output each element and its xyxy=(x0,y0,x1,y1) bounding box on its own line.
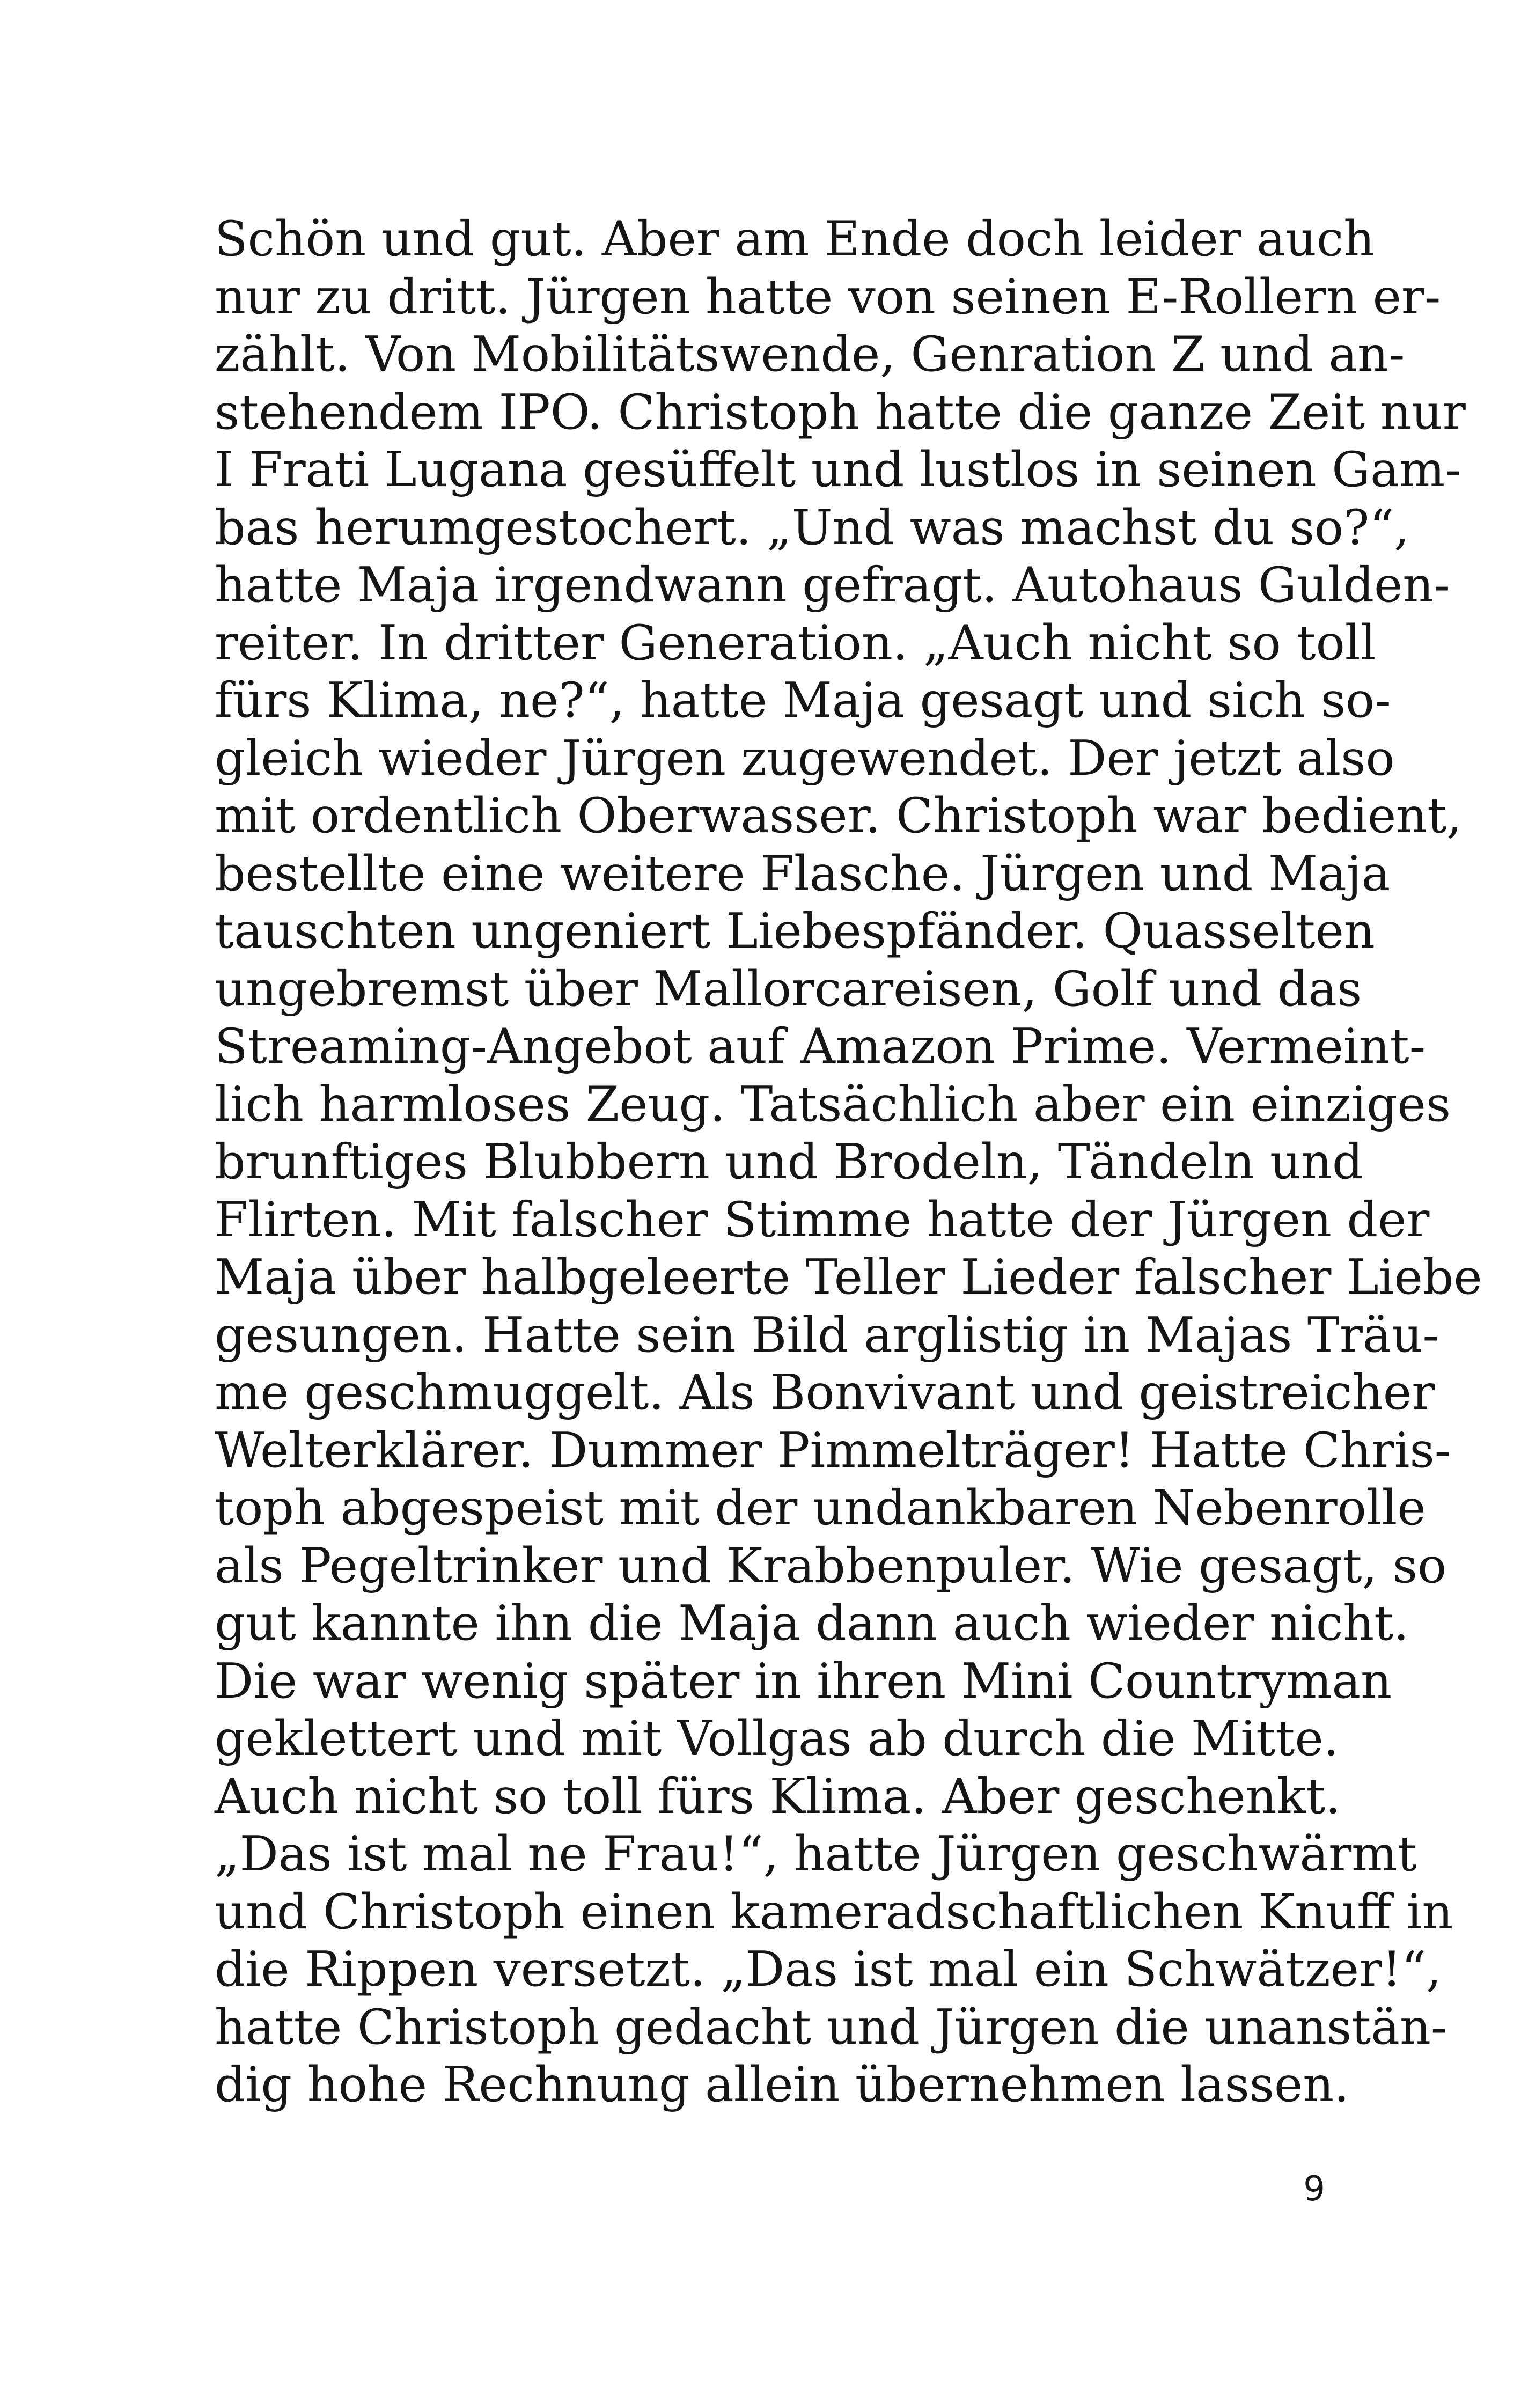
text-line: toph abgespeist mit der undankbaren Nebenrolle xyxy=(215,1480,1426,1536)
text-line: hatte Maja irgendwann gefragt. Autohaus Gulden- xyxy=(215,557,1450,613)
text-line: und Christoph einen kameradschaftlichen Knuff in xyxy=(215,1883,1453,1940)
text-line: bas herumgestochert. „Und was machst du so?“, xyxy=(215,499,1409,556)
text-line: lich harmloses Zeug. Tatsächlich aber ein einziges xyxy=(215,1076,1451,1133)
text-line: als Pegeltrinker und Krabbenpuler. Wie gesagt, so xyxy=(215,1537,1447,1594)
text-line: Welterklärer. Dummer Pimmelträger! Hatte Chris- xyxy=(215,1422,1451,1479)
text-line: Schön und gut. Aber am Ende doch leider auch xyxy=(215,211,1375,267)
text-line: Die war wenig später in ihren Mini Countryman xyxy=(215,1653,1392,1709)
text-line: reiter. In dritter Generation. „Auch nicht so toll xyxy=(215,614,1376,671)
text-line: Flirten. Mit falscher Stimme hatte der Jürgen der xyxy=(215,1191,1430,1248)
text-line: gleich wieder Jürgen zugewendet. Der jetzt also xyxy=(215,730,1395,787)
text-line: gesungen. Hatte sein Bild arglistig in Majas Träu- xyxy=(215,1306,1439,1363)
text-line: ungebremst über Mallorcareisen, Golf und das xyxy=(215,960,1362,1017)
text-line: mit ordentlich Oberwasser. Christoph war bedient, xyxy=(215,788,1462,844)
text-line: dig hohe Rechnung allein übernehmen lassen. xyxy=(215,2057,1349,2113)
text-line: zählt. Von Mobilitätswende, Genration Z und an- xyxy=(215,326,1405,383)
text-line: nur zu dritt. Jürgen hatte von seinen E-Rollern er- xyxy=(215,268,1441,325)
text-line: hatte Christoph gedacht und Jürgen die unanstän- xyxy=(215,1999,1447,2055)
page-number: 9 xyxy=(1303,2169,1325,2209)
text-line: Maja über halbgeleerte Teller Lieder falscher Liebe xyxy=(215,1249,1482,1305)
text-line: tauschten ungeniert Liebespfänder. Quasselten xyxy=(215,903,1375,959)
text-line: stehendem IPO. Christoph hatte die ganze Zeit nur xyxy=(215,384,1466,441)
text-line: fürs Klima, ne?“, hatte Maja gesagt und sich so- xyxy=(215,672,1391,729)
text-line: die Rippen versetzt. „Das ist mal ein Schwätzer!“, xyxy=(215,1941,1442,1998)
text-line: bestellte eine weitere Flasche. Jürgen und Maja xyxy=(215,845,1391,902)
text-line: Auch nicht so toll fürs Klima. Aber geschenkt. xyxy=(215,1768,1341,1825)
text-line: geklettert und mit Vollgas ab durch die Mitte. xyxy=(215,1710,1339,1767)
text-line: I Frati Lugana gesüffelt und lustlos in seinen Gam- xyxy=(215,442,1461,498)
body-text xyxy=(215,210,1482,2114)
text-line: me geschmuggelt. Als Bonvivant und geistreicher xyxy=(215,1364,1435,1421)
text-line: „Das ist mal ne Frau!“, hatte Jürgen geschwärmt xyxy=(215,1826,1417,1882)
text-line: Streaming-Angebot auf Amazon Prime. Vermeint- xyxy=(215,1018,1426,1075)
text-line: gut kannte ihn die Maja dann auch wieder nicht. xyxy=(215,1595,1409,1651)
text-line: brunftiges Blubbern und Brodeln, Tändeln und xyxy=(215,1134,1363,1190)
